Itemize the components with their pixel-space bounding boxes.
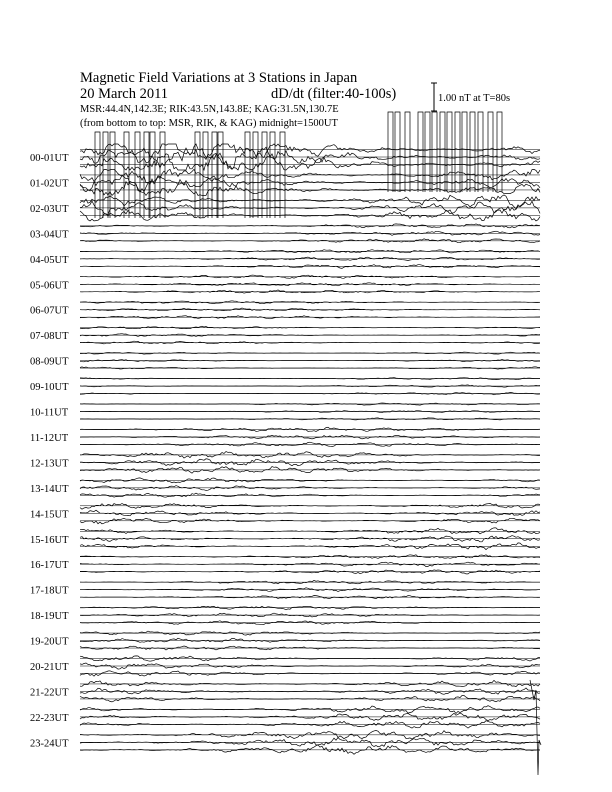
spike-mark [425, 112, 430, 192]
trace-row-22-23UT [30, 706, 540, 728]
spike-mark [418, 112, 423, 192]
row-label: 09-10UT [30, 382, 69, 394]
row-label: 18-19UT [30, 611, 69, 623]
spike-mark [395, 112, 400, 192]
trace-row-07-08UT [30, 326, 540, 344]
trace-KAG [80, 418, 540, 420]
trace-MSR [80, 478, 540, 483]
row-label: 05-06UT [30, 280, 69, 292]
spike-mark [455, 112, 460, 192]
chart-title: Magnetic Field Variations at 3 Stations in Japan [80, 70, 358, 86]
row-label: 08-09UT [30, 356, 69, 368]
trace-row-18-19UT [30, 606, 540, 624]
trace-row-06-07UT [30, 301, 540, 319]
trace-row-19-20UT [30, 631, 540, 650]
row-label: 06-07UT [30, 305, 69, 317]
row-label: 03-04UT [30, 229, 69, 241]
trace-RIK [80, 510, 540, 516]
scale-label: 1.00 nT at T=80s [438, 93, 511, 104]
spike-mark [462, 112, 467, 192]
trace-row-14-15UT [30, 503, 540, 523]
trace-row-08-09UT [30, 352, 540, 369]
trace-KAG [80, 393, 540, 395]
trace-row-03-04UT [30, 224, 540, 243]
row-label: 00-01UT [30, 153, 69, 164]
trace-row-23-24UT [30, 731, 540, 755]
trace-row-10-11UT [30, 403, 540, 420]
trace-row-20-21UT [30, 656, 540, 676]
row-label: 20-21UT [30, 662, 69, 673]
row-label: 14-15UT [30, 509, 69, 521]
trace-row-15-16UT [30, 528, 540, 550]
row-label: 07-08UT [30, 331, 69, 343]
trace-row-21-22UT [30, 680, 540, 702]
chart-date: 20 March 2011 [80, 86, 169, 102]
row-label: 13-14UT [30, 483, 69, 495]
spike-mark [432, 112, 437, 192]
late-excursion-trace [530, 680, 541, 775]
trace-MSR [80, 503, 540, 509]
spike-mark [440, 112, 445, 192]
trace-MSR [80, 606, 540, 610]
row-label: 04-05UT [30, 254, 69, 266]
row-label: 17-18UT [30, 585, 69, 597]
spike-mark [447, 112, 452, 192]
trace-row-17-18UT [30, 580, 540, 598]
station-coordinates: MSR:44.4N,142.3E; RIK:43.5N,143.8E; KAG:31.5N,130.7E [80, 104, 339, 115]
station-order-note: (from bottom to top: MSR, RIK, & KAG) midnight=1500UT [80, 118, 338, 129]
trace-row-05-06UT [30, 275, 540, 293]
trace-RIK [80, 308, 540, 311]
trace-row-16-17UT [30, 555, 540, 574]
trace-row-04-05UT [30, 250, 540, 269]
row-label: 01-02UT [30, 178, 69, 190]
row-label: 10-11UT [30, 407, 69, 419]
row-label: 19-20UT [30, 636, 69, 648]
row-label: 15-16UT [30, 534, 69, 546]
spike-mark [405, 112, 410, 192]
trace-MSR [80, 378, 540, 380]
row-label: 22-23UT [30, 712, 69, 724]
trace-MSR [80, 528, 540, 534]
trace-row-09-10UT [30, 378, 540, 395]
row-label: 23-24UT [30, 738, 69, 750]
spike-mark [478, 112, 483, 192]
trace-row-12-13UT [30, 452, 540, 474]
trace-MSR [80, 680, 540, 686]
spike-mark [388, 112, 393, 192]
chart-mode: dD/dt (filter:40-100s) [271, 86, 397, 102]
trace-row-13-14UT [30, 478, 540, 497]
row-label: 02-03UT [30, 203, 69, 215]
trace-row-11-12UT [30, 427, 540, 446]
row-label: 16-17UT [30, 560, 69, 572]
row-label: 11-12UT [30, 432, 69, 444]
trace-RIK [80, 688, 540, 694]
row-label: 12-13UT [30, 458, 69, 470]
row-label: 21-22UT [30, 687, 69, 699]
